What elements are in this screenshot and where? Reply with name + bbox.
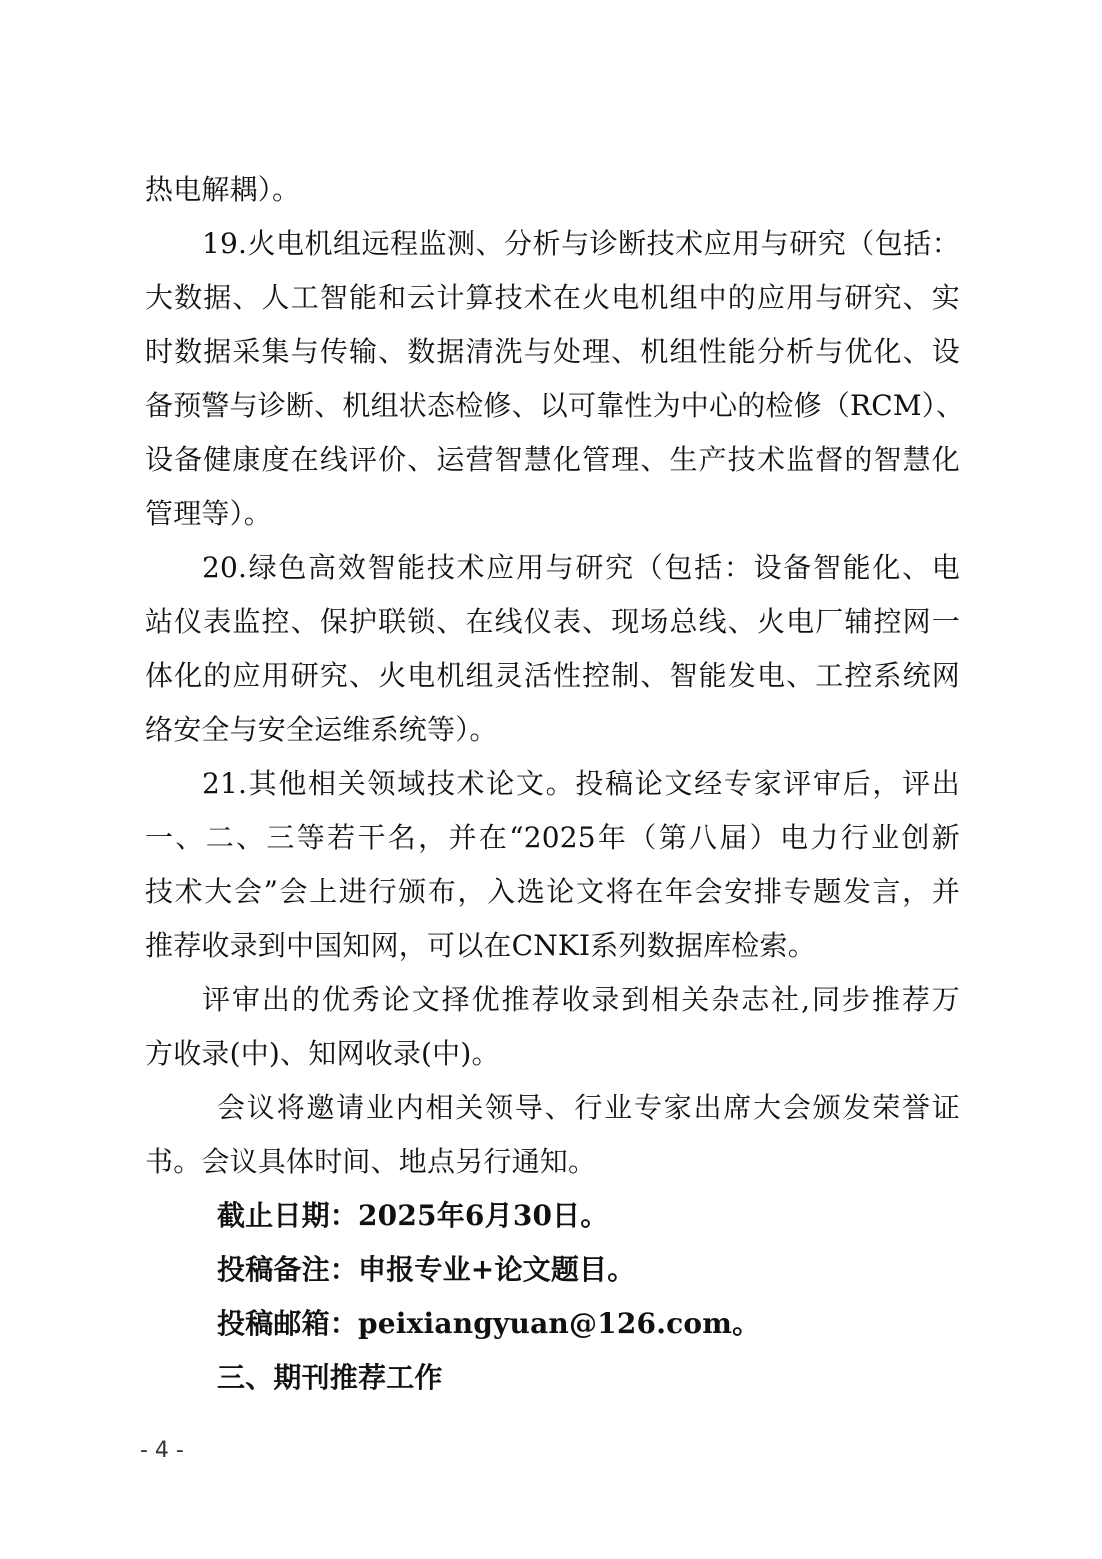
paragraph-line: 管理等）。 xyxy=(145,497,273,530)
paragraph-line: 一、二、三等若干名，并在“2025年（第八届）电力行业创新 xyxy=(145,821,960,854)
paragraph-line: 推荐收录到中国知网，可以在CNKI系列数据库检索。 xyxy=(145,929,816,962)
paragraph-line: 备预警与诊断、机组状态检修、以可靠性为中心的检修（RCM）、 xyxy=(145,389,965,422)
paragraph-line: 方收录(中)、知网收录(中)。 xyxy=(145,1037,500,1070)
paragraph-line: 时数据采集与传输、数据清洗与处理、机组性能分析与优化、设 xyxy=(145,335,960,368)
paragraph-line: 体化的应用研究、火电机组灵活性控制、智能发电、工控系统网 xyxy=(145,659,960,692)
paragraph-line: 评审出的优秀论文择优推荐收录到相关杂志社,同步推荐万 xyxy=(202,983,960,1016)
paragraph-line: 热电解耦）。 xyxy=(145,173,301,206)
paragraph-line: 21.其他相关领域技术论文。投稿论文经专家评审后，评出 xyxy=(202,767,960,800)
paragraph-line: 技术大会”会上进行颁布，入选论文将在年会安排专题发言，并 xyxy=(145,875,960,908)
paragraph-line: 设备健康度在线评价、运营智慧化管理、生产技术监督的智慧化 xyxy=(145,443,960,476)
paragraph-line: 书。会议具体时间、地点另行通知。 xyxy=(145,1145,597,1178)
paragraph-line: 络安全与安全运维系统等）。 xyxy=(145,713,498,746)
paragraph-line: 大数据、人工智能和云计算技术在火电机组中的应用与研究、实 xyxy=(145,281,960,314)
section-heading: 三、期刊推荐工作 xyxy=(217,1361,443,1394)
paragraph-line: 20.绿色高效智能技术应用与研究（包括：设备智能化、电 xyxy=(202,551,960,584)
submission-note-line: 投稿备注：申报专业+论文题目。 xyxy=(217,1253,636,1286)
page-number: - 4 - xyxy=(140,1438,184,1463)
deadline-line: 截止日期：2025年6月30日。 xyxy=(217,1199,609,1232)
paragraph-line: 站仪表监控、保护联锁、在线仪表、现场总线、火电厂辅控网一 xyxy=(145,605,960,638)
paragraph-line: 会议将邀请业内相关领导、行业专家出席大会颁发荣誉证 xyxy=(217,1091,960,1124)
paragraph-line: 19.火电机组远程监测、分析与诊断技术应用与研究（包括： xyxy=(202,227,960,260)
submission-email-line: 投稿邮箱：peixiangyuan@126.com。 xyxy=(217,1307,761,1340)
